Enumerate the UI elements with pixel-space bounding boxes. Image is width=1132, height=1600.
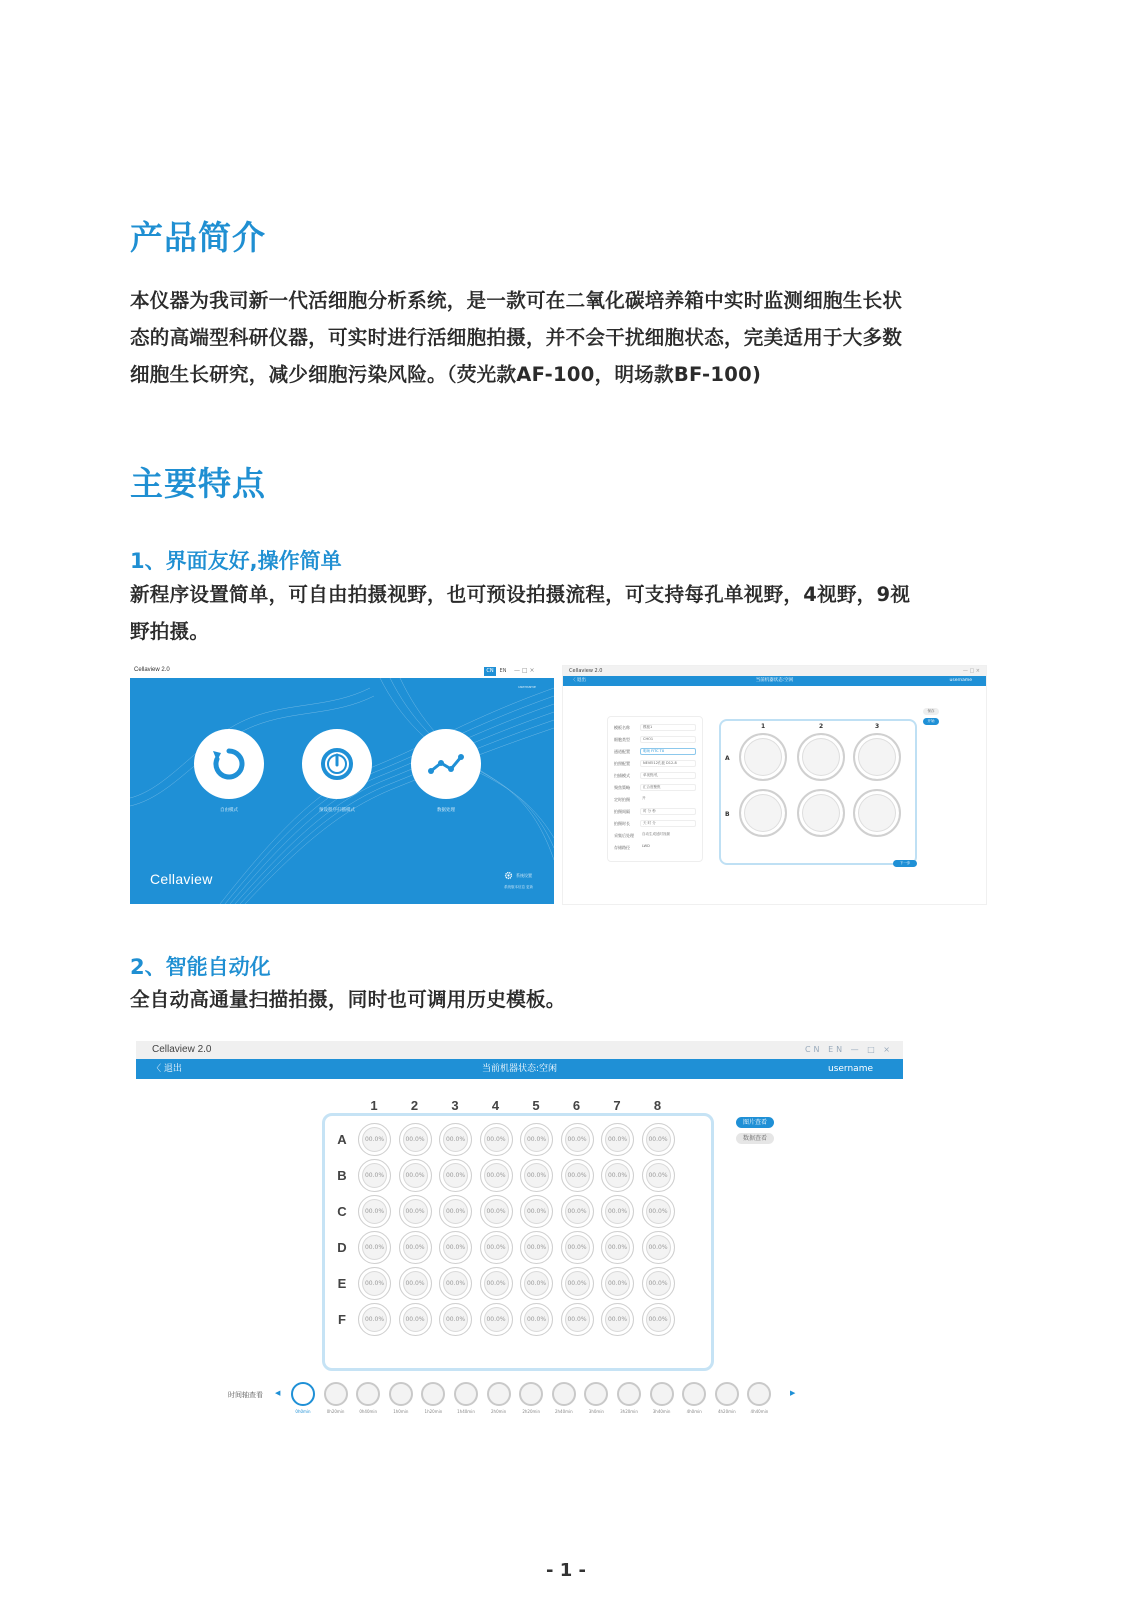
settings-label[interactable]: 系统设置 — [516, 873, 532, 878]
timeline-prev-icon[interactable]: ◀ — [275, 1389, 281, 1397]
timepoint-label: 0h40min — [359, 1409, 378, 1414]
row-letter: F — [338, 1312, 346, 1327]
mode-label: 数据处理 — [437, 808, 455, 813]
field-label: 拍照配置 — [614, 761, 630, 766]
timepoint-button[interactable] — [421, 1382, 445, 1406]
feature-2-paragraph — [130, 981, 980, 1018]
mode-label: 自由模式 — [220, 808, 238, 813]
next-button[interactable]: 下一步 — [893, 860, 917, 867]
section-heading-intro: 产品简介 — [130, 218, 266, 257]
field-label: 模板名称 — [614, 725, 630, 730]
field-row — [614, 831, 698, 840]
settings-sub-label: 系统版本信息 更新 — [504, 885, 534, 889]
feature-2-line: 全自动高通量扫描拍摄，同时也可调用历史模板。 — [130, 988, 566, 1011]
row-letter: A — [337, 1132, 347, 1147]
well[interactable]: 00.0% — [561, 1195, 594, 1228]
well[interactable]: 00.0% — [642, 1123, 675, 1156]
screenshot-setup — [563, 666, 986, 904]
feature-1-title: 1、界面友好,操作简单 — [130, 549, 342, 573]
well[interactable]: 00.0% — [642, 1159, 675, 1192]
timepoint-label: 2h40min — [554, 1409, 573, 1414]
lang-en-button[interactable]: EN — [499, 668, 507, 674]
well[interactable]: 00.0% — [480, 1195, 513, 1228]
well[interactable]: 00.0% — [561, 1123, 594, 1156]
field-row — [614, 747, 698, 756]
well[interactable]: 00.0% — [480, 1303, 513, 1336]
field-label: 定时拍摄 — [614, 797, 630, 802]
timepoint-label: 4h20min — [717, 1409, 736, 1414]
interval-input[interactable]: 时 分 秒 — [640, 808, 696, 815]
well[interactable]: 00.0% — [480, 1267, 513, 1300]
well[interactable]: 00.0% — [561, 1231, 594, 1264]
well[interactable]: 00.0% — [601, 1303, 634, 1336]
timeline-label: 时间轴查看 — [228, 1391, 263, 1399]
row-letter: A — [725, 755, 730, 762]
row-letter: B — [337, 1168, 347, 1183]
username-label: username — [518, 684, 536, 689]
timepoint-button[interactable] — [454, 1382, 478, 1406]
field-label: 通道配置 — [614, 749, 630, 754]
timepoint-label: 4h40min — [750, 1409, 769, 1414]
timepoint-label: 1h0min — [393, 1409, 409, 1414]
data-processing-button[interactable] — [411, 729, 481, 799]
field-label: 细胞类型 — [614, 737, 630, 742]
field-row — [614, 819, 698, 828]
well[interactable] — [853, 789, 901, 837]
column-number: 2 — [819, 723, 824, 730]
timepoint-button[interactable] — [356, 1382, 380, 1406]
screenshot-home — [130, 666, 554, 904]
field-label: 扫描模式 — [614, 773, 630, 778]
window-controls[interactable]: CN EN — □ × — [804, 1045, 893, 1054]
field-row — [614, 843, 698, 852]
well[interactable]: 00.0% — [399, 1123, 432, 1156]
feature-1-line: 野拍摄。 — [130, 620, 210, 643]
well[interactable]: 00.0% — [358, 1303, 391, 1336]
field-label: 拍摄间隔 — [614, 809, 630, 814]
brand-logo: Cellaview — [150, 871, 213, 887]
username-label: username — [828, 1064, 873, 1074]
well[interactable]: 00.0% — [358, 1267, 391, 1300]
well[interactable] — [797, 733, 845, 781]
save-button[interactable]: 保存 — [923, 708, 939, 715]
well[interactable]: 00.0% — [561, 1303, 594, 1336]
timepoint-button[interactable] — [291, 1382, 315, 1406]
duration-input[interactable]: 天 时 分 — [640, 820, 696, 827]
timepoint-label: 1h40min — [457, 1409, 475, 1414]
feature-1-line: 新程序设置简单，可自由拍摄视野，也可预设拍摄流程，可支持每孔单视野，4视野，9视 — [130, 583, 911, 606]
well[interactable]: 00.0% — [642, 1267, 675, 1300]
intro-line: 细胞生长研究，减少细胞污染风险。（荧光款AF-100，明场款BF-100) — [130, 363, 762, 386]
window-controls[interactable]: — □ × — [962, 668, 980, 674]
timepoint-button[interactable] — [552, 1382, 576, 1406]
well[interactable]: 00.0% — [399, 1195, 432, 1228]
power-icon — [302, 729, 372, 799]
well[interactable] — [797, 789, 845, 837]
window-controls[interactable]: — □ × — [514, 667, 535, 674]
well[interactable]: 00.0% — [480, 1231, 513, 1264]
line-chart-icon — [411, 729, 481, 799]
window-titlebar — [136, 1041, 903, 1059]
channel-toggle-group[interactable]: 明场 FITC TX — [640, 748, 696, 755]
field-row — [614, 771, 698, 780]
column-number: 1 — [370, 1098, 378, 1113]
well[interactable]: 00.0% — [358, 1123, 391, 1156]
image-view-button[interactable]: 图片查看 — [736, 1117, 774, 1128]
well[interactable]: 00.0% — [358, 1231, 391, 1264]
well[interactable] — [739, 789, 787, 837]
timepoint-button[interactable] — [519, 1382, 543, 1406]
well[interactable]: 00.0% — [439, 1303, 472, 1336]
toggle-switch[interactable]: 开 — [642, 796, 646, 800]
timepoint-button[interactable] — [324, 1382, 348, 1406]
back-button[interactable]: 〈 退出 — [152, 1064, 182, 1074]
path-input[interactable]: LWD — [642, 844, 650, 848]
intro-line: 本仪器为我司新一代活细胞分析系统，是一款可在二氧化碳培养箱中实时监测细胞生长状 — [130, 289, 903, 312]
field-row — [614, 735, 698, 744]
field-row — [614, 807, 698, 816]
window-titlebar — [563, 666, 986, 676]
field-select[interactable]: 单视野/孔 — [640, 772, 696, 779]
nav-bar — [563, 676, 986, 686]
window-title: Cellaview 2.0 — [569, 668, 603, 674]
well[interactable]: 00.0% — [520, 1159, 553, 1192]
timepoint-label: 0h0min — [295, 1409, 311, 1414]
well[interactable]: 00.0% — [561, 1267, 594, 1300]
checkbox-option[interactable]: 自动生成延时视频 — [642, 832, 670, 836]
column-number: 1 — [761, 723, 766, 730]
preset-scan-mode-button[interactable] — [302, 729, 372, 799]
row-letter: C — [337, 1204, 347, 1219]
feature-1-paragraph — [130, 576, 980, 650]
machine-status: 当前机器状态:空闲 — [481, 1064, 558, 1074]
section-heading-features: 主要特点 — [130, 464, 266, 503]
well[interactable]: 00.0% — [358, 1195, 391, 1228]
timepoint-label: 0h20min — [326, 1409, 345, 1414]
timepoint-label: 2h0min — [491, 1409, 507, 1414]
field-row — [614, 723, 698, 732]
well[interactable]: 00.0% — [601, 1159, 634, 1192]
well[interactable]: 00.0% — [399, 1159, 432, 1192]
well[interactable]: 00.0% — [561, 1159, 594, 1192]
lang-cn-button[interactable]: CN — [484, 667, 496, 676]
well[interactable]: 00.0% — [520, 1231, 553, 1264]
username-label: username — [949, 678, 972, 683]
well[interactable]: 00.0% — [439, 1159, 472, 1192]
window-title: Cellaview 2.0 — [134, 667, 170, 673]
back-button[interactable]: 〈 退出 — [571, 678, 586, 683]
row-letter: E — [337, 1276, 347, 1291]
well[interactable]: 00.0% — [439, 1231, 472, 1264]
field-select[interactable]: NEVEI12孔板 D12-8 — [640, 760, 696, 767]
restart-icon — [194, 729, 264, 799]
settings-panel — [607, 716, 703, 862]
well[interactable]: 00.0% — [399, 1303, 432, 1336]
well[interactable]: 00.0% — [601, 1195, 634, 1228]
timepoint-label: 3h40min — [652, 1409, 671, 1414]
nav-bar — [136, 1059, 903, 1079]
timepoint-label: 1h20min — [424, 1409, 443, 1414]
field-label: 拍摄时长 — [614, 821, 630, 826]
intro-paragraph — [130, 282, 980, 393]
timepoint-label: 2h20min — [522, 1409, 541, 1414]
screenshot-48-well — [136, 1041, 903, 1439]
timepoint-label: 4h0min — [686, 1409, 702, 1414]
well[interactable]: 00.0% — [480, 1123, 513, 1156]
timepoint-button[interactable] — [389, 1382, 413, 1406]
well[interactable]: 00.0% — [439, 1267, 472, 1300]
column-number: 8 — [653, 1098, 662, 1113]
column-number: 3 — [875, 723, 880, 730]
machine-status: 当前机器状态:空闲 — [755, 678, 794, 683]
well[interactable]: 00.0% — [520, 1303, 553, 1336]
well[interactable]: 00.0% — [399, 1231, 432, 1264]
well[interactable]: 00.0% — [601, 1123, 634, 1156]
timepoint-button[interactable] — [650, 1382, 674, 1406]
well[interactable]: 00.0% — [358, 1159, 391, 1192]
feature-2-title: 2、智能自动化 — [130, 955, 271, 979]
well-plate-6 — [719, 719, 917, 865]
well[interactable] — [853, 733, 901, 781]
column-number: 7 — [613, 1098, 621, 1113]
timepoint-button[interactable] — [747, 1382, 771, 1406]
well[interactable]: 00.0% — [439, 1123, 472, 1156]
timepoint-button[interactable] — [584, 1382, 608, 1406]
timepoint-button[interactable] — [715, 1382, 739, 1406]
window-titlebar — [130, 666, 554, 678]
well[interactable]: 00.0% — [642, 1195, 675, 1228]
field-label: 存储路径 — [614, 845, 630, 850]
well[interactable]: 00.0% — [520, 1123, 553, 1156]
free-mode-button[interactable] — [194, 729, 264, 799]
field-label: 聚焦策略 — [614, 785, 630, 790]
well[interactable]: 00.0% — [520, 1195, 553, 1228]
field-select[interactable]: 汇合度聚焦 — [640, 784, 696, 791]
page-number: - 1 - — [546, 1560, 586, 1581]
field-row — [614, 795, 698, 804]
well[interactable]: 00.0% — [480, 1159, 513, 1192]
column-number: 5 — [532, 1098, 540, 1113]
field-row — [614, 759, 698, 768]
column-number: 4 — [491, 1098, 500, 1113]
timepoint-label: 3h0min — [588, 1409, 604, 1414]
field-label: 采集后处理 — [614, 833, 634, 838]
timepoint-button[interactable] — [617, 1382, 641, 1406]
start-button[interactable]: 开始 — [923, 718, 939, 725]
well[interactable]: 00.0% — [642, 1231, 675, 1264]
gear-icon[interactable] — [504, 871, 513, 880]
column-number: 6 — [572, 1098, 581, 1113]
field-row — [614, 783, 698, 792]
timepoint-label: 3h20min — [620, 1409, 638, 1414]
well[interactable]: 00.0% — [601, 1231, 634, 1264]
well[interactable]: 00.0% — [439, 1195, 472, 1228]
column-number: 2 — [410, 1098, 419, 1113]
row-letter: B — [725, 811, 730, 818]
well[interactable]: 00.0% — [399, 1267, 432, 1300]
row-letter: D — [337, 1240, 347, 1255]
timepoint-button[interactable] — [487, 1382, 511, 1406]
intro-line: 态的高端型科研仪器，可实时进行活细胞拍摄，并不会干扰细胞状态，完美适用于大多数 — [130, 326, 903, 349]
well[interactable] — [739, 733, 787, 781]
well[interactable]: 00.0% — [520, 1267, 553, 1300]
data-view-button[interactable]: 数据查看 — [736, 1133, 774, 1144]
well[interactable]: 00.0% — [642, 1303, 675, 1336]
field-input[interactable]: CHO1 — [640, 736, 696, 743]
window-title: Cellaview 2.0 — [152, 1044, 212, 1055]
column-number: 3 — [451, 1098, 459, 1113]
timepoint-button[interactable] — [682, 1382, 706, 1406]
mode-label: 预设程序扫描模式 — [319, 808, 355, 813]
field-input[interactable]: 模板1 — [640, 724, 696, 731]
well[interactable]: 00.0% — [601, 1267, 634, 1300]
timeline-next-icon[interactable]: ▶ — [790, 1389, 796, 1397]
